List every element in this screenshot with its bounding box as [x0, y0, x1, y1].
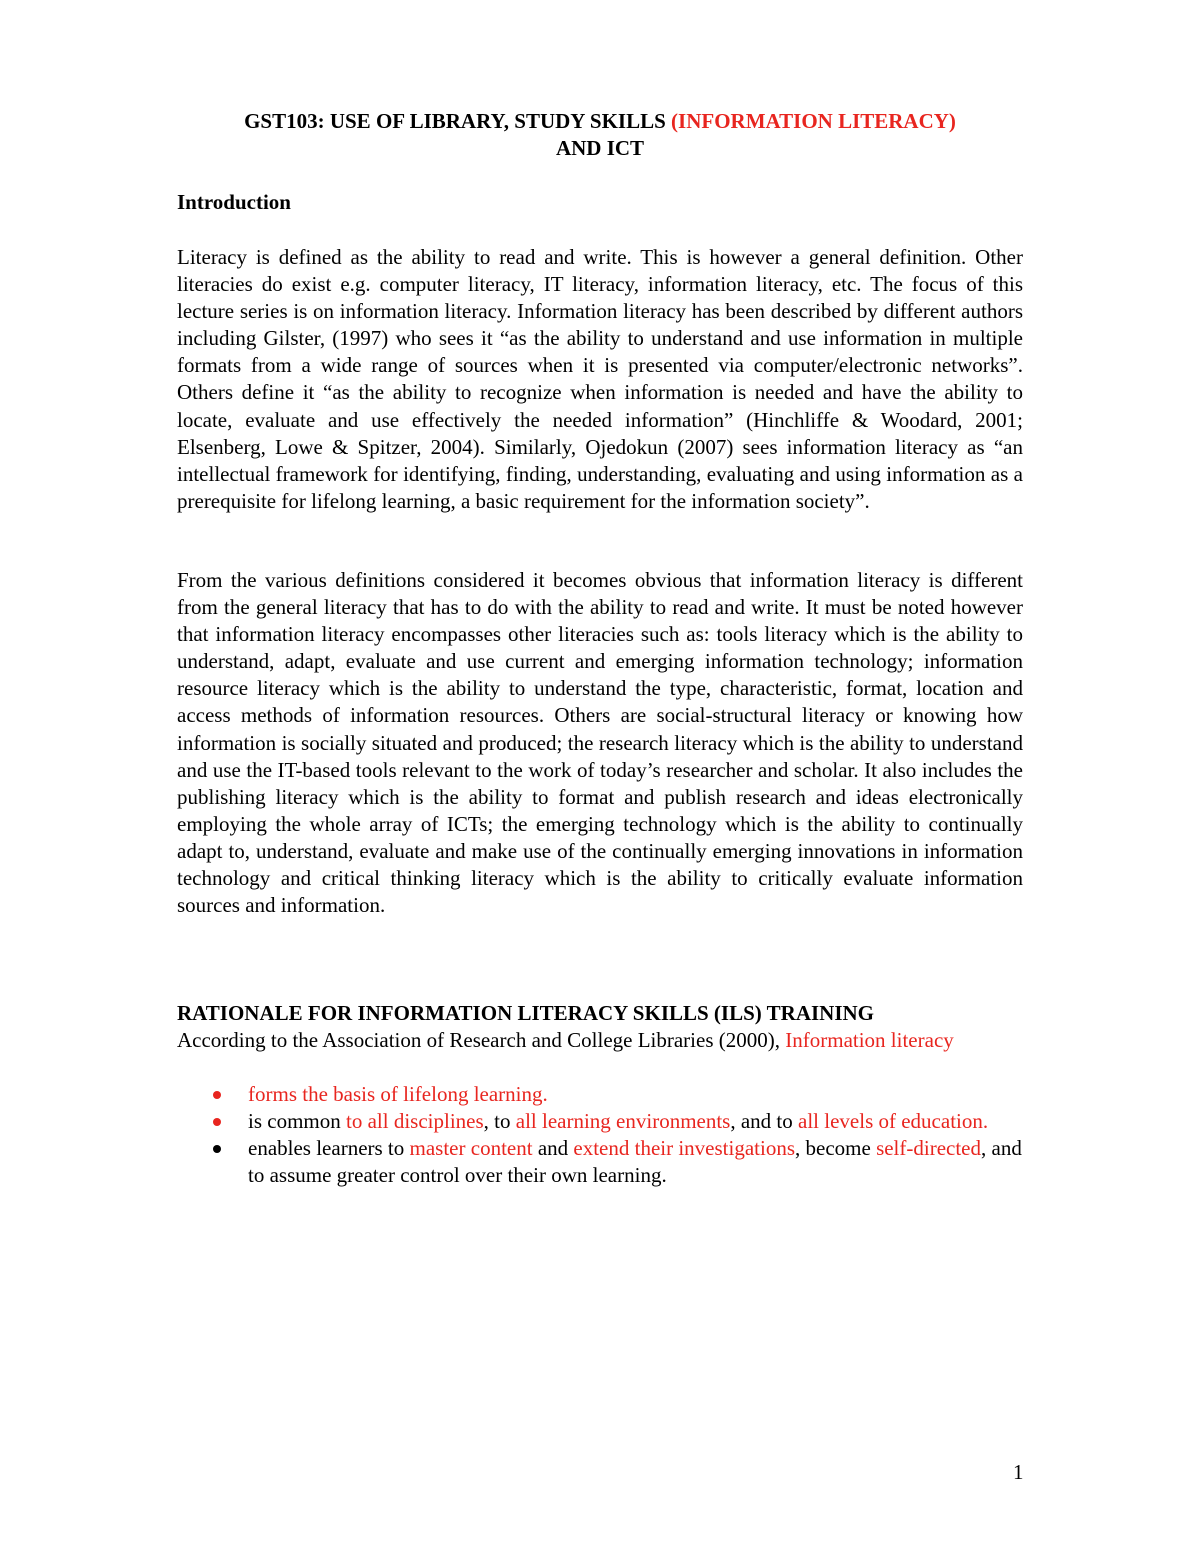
document-title	[150, 108, 1050, 162]
rationale-intro-highlight: Information literacy	[785, 1028, 954, 1052]
introduction-paragraph-2: From the various definitions considered it becomes obvious that information literacy is different from the general literacy that has to do with the ability to read and write. It must be noted however that information literacy encompasses other literacies such as: tools literacy which is the ability to understand, adapt, evaluate and use current and emerging information technology; information resource literacy which is the ability to understand the type, characteristic, format, location and access methods of information resources. Others are social-structural literacy or knowing how information is socially situated and produced; the research literacy which is the ability to understand and use the IT-based tools relevant to the work of today’s researcher and scholar. It also includes the publishing literacy which is the ability to format and publish research and ideas electronically employing the whole array of ICTs; the emerging technology which is the ability to continually adapt to, understand, evaluate and make use of the continually emerging innovations in information technology and critical thinking literacy which is the ability to critically evaluate information sources and information.	[177, 568, 1023, 918]
rationale-intro-text: According to the Association of Research and College Libraries (2000),	[177, 1028, 786, 1052]
bullet-2-text-c: , and to	[730, 1109, 799, 1133]
bullet-3-highlight-b: extend their investigations	[573, 1136, 796, 1160]
bullet-3-text-b: and	[532, 1136, 574, 1160]
list-item	[177, 1081, 1023, 1108]
bullet-1-text: forms the basis of lifelong learning.	[248, 1082, 548, 1106]
bullet-2-highlight-a: to all disciplines	[346, 1109, 484, 1133]
bullet-2-text-b: , to	[483, 1109, 516, 1133]
bullet-icon	[213, 1145, 221, 1153]
bullet-icon	[213, 1091, 221, 1099]
bullet-2-text-a: is common	[248, 1109, 346, 1133]
list-item	[177, 1108, 1023, 1135]
bullet-3-text-c: , become	[795, 1136, 877, 1160]
bullet-3-text-a: enables learners to	[248, 1136, 410, 1160]
bullet-3-highlight-a: master content	[409, 1136, 533, 1160]
bullet-2-highlight-b: all learning environments	[515, 1109, 731, 1133]
bullet-3-highlight-c: self-directed	[876, 1136, 982, 1160]
bullet-icon	[213, 1118, 221, 1126]
title-line2: AND ICT	[555, 136, 645, 160]
bullet-3-text-d: , and to assume greater control over their own learning.	[248, 1136, 1022, 1187]
page-number: 1	[1013, 1460, 1024, 1484]
title-prefix: GST103: USE OF LIBRARY, STUDY SKILLS	[244, 109, 672, 133]
title-highlight: (INFORMATION LITERACY)	[671, 109, 956, 133]
introduction-heading: Introduction	[177, 190, 291, 214]
introduction-paragraph-1: Literacy is defined as the ability to read and write. This is however a general definition. Other literacies do exist e.g. computer literacy, IT literacy, information literacy, etc. The focus of this lecture series is on information literacy. Information literacy has been described by different authors including Gilster, (1997) who sees it “as the ability to understand and use information in multiple formats from a wide range of sources when it is presented via computer/electronic networks”. Others define it “as the ability to recognize when information is needed and have the ability to locate, evaluate and use effectively the needed information” (Hinchliffe & Woodard, 2001; Elsenberg, Lowe & Spitzer, 2004). Similarly, Ojedokun (2007) sees information literacy as “an intellectual framework for identifying, finding, understanding, evaluating and using information as a prerequisite for lifelong learning, a basic requirement for the information society”.	[177, 245, 1023, 513]
rationale-heading: RATIONALE FOR INFORMATION LITERACY SKILLS (ILS) TRAINING	[177, 1001, 874, 1025]
bullet-2-highlight-c: all levels of education.	[798, 1109, 989, 1133]
list-item	[177, 1135, 1023, 1189]
rationale-bullet-list	[177, 1081, 1023, 1189]
rationale-intro	[177, 1027, 1023, 1054]
